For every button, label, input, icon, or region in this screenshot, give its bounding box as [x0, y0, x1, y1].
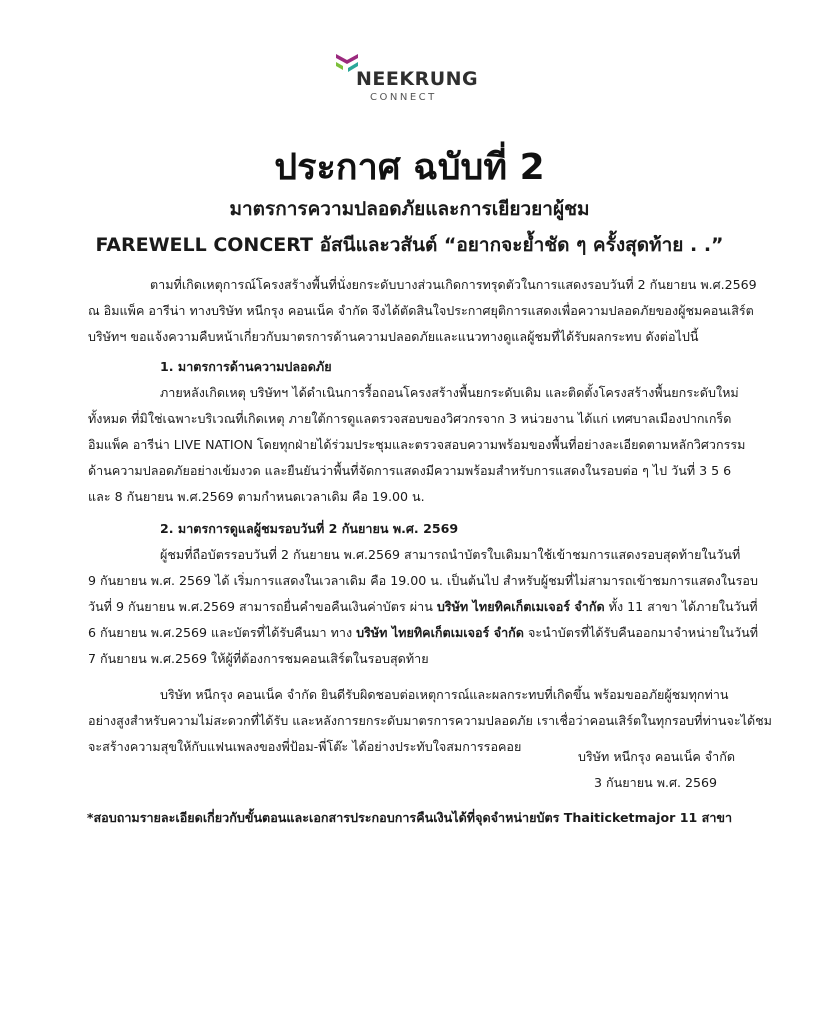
section2-line: 9 กันยายน พ.ศ. 2569 ได้ เริ่มการแสดงในเวลาเดิม คือ 19.00 น. เป็นต้นไป สำหรับผู้ชมที่ไม่สามารถเข้าชมการแสดงในรอบ — [88, 573, 758, 588]
ticket-company-name: บริษัท ไทยทิคเก็ตเมเจอร์ จำกัด — [356, 625, 524, 640]
announcement-title: ประกาศ ฉบับที่ 2 — [274, 147, 545, 188]
section1-line: และ 8 กันยายน พ.ศ.2569 ตามกำหนดเวลาเดิม คือ 19.00 น. — [88, 489, 425, 504]
section2-text: วันที่ 9 กันยายน พ.ศ.2569 สามารถยื่นคำขอคืนเงินค่าบัตร ผ่าน — [88, 599, 437, 614]
section2-text: ทั้ง 11 สาขา ได้ภายในวันที่ — [604, 599, 758, 614]
announcement-subtitle: มาตรการความปลอดภัยและการเยียวยาผู้ชม — [229, 198, 590, 220]
closing-line: บริษัท หนีกรุง คอนเน็ค จำกัด ยินดีรับผิดชอบต่อเหตุการณ์และผลกระทบที่เกิดขึ้น พร้อมขออภัยผู้ชมทุกท่าน — [160, 687, 729, 702]
section2-line — [88, 598, 758, 616]
section1-line: ด้านความปลอดภัยอย่างเข้มงวด และยืนยันว่าพื้นที่จัดการแสดงมีความพร้อมสำหรับการแสดงในรอบต่อ ๆ ไป วันที่ 3 5 6 — [88, 463, 732, 478]
section1-line: ภายหลังเกิดเหตุ บริษัทฯ ได้ดำเนินการรื้อถอนโครงสร้างพื้นยกระดับเดิม และติดตั้งโครงสร้างพื้นยกระดับใหม่ — [160, 385, 739, 400]
section2-text: 6 กันยายน พ.ศ.2569 และบัตรที่ได้รับคืนมา ทาง — [88, 625, 357, 640]
signature-company: บริษัท หนีกรุง คอนเน็ค จำกัด — [578, 749, 736, 764]
logo-sub-name: CONNECT — [370, 92, 437, 103]
section1-heading: 1. มาตรการด้านความปลอดภัย — [160, 359, 332, 374]
section2-line: ผู้ชมที่ถือบัตรรอบวันที่ 2 กันยายน พ.ศ.2569 สามารถนำบัตรใบเดิมมาใช้เข้าชมการแสดงรอบสุดท้ายในวันที่ — [160, 547, 741, 562]
intro-line: ณ อิมแพ็ค อารีน่า ทางบริษัท หนีกรุง คอนเน็ค จำกัด จึงได้ตัดสินใจประกาศยุติการแสดงเพื่อความปลอดภัยของผู้ชมคอนเสิร์ต — [88, 303, 754, 318]
section2-heading: 2. มาตรการดูแลผู้ชมรอบวันที่ 2 กันยายน พ.ศ. 2569 — [160, 521, 459, 536]
section2-line: 7 กันยายน พ.ศ.2569 ให้ผู้ที่ต้องการชมคอนเสิร์ตในรอบสุดท้าย — [88, 651, 429, 666]
closing-line: อย่างสูงสำหรับความไม่สะดวกที่ได้รับ และหลังการยกระดับมาตรการความปลอดภัย เราเชื่อว่าคอนเสิร์ตในทุกรอบที่ท่านจะได้ชม — [88, 713, 772, 728]
signature-date: 3 กันยายน พ.ศ. 2569 — [594, 775, 718, 790]
company-logo — [328, 50, 498, 110]
section1-line: อิมแพ็ค อารีน่า LIVE NATION โดยทุกฝ่ายได้ร่วมประชุมและตรวจสอบความพร้อมของพื้นที่อย่างละเอียดตามหลักวิศวกรรม — [88, 437, 746, 452]
intro-line: บริษัทฯ ขอแจ้งความคืบหน้าเกี่ยวกับมาตรการด้านความปลอดภัยและแนวทางดูแลผู้ชมที่ได้รับผลกระทบ ดังต่อไปนี้ — [88, 329, 699, 344]
ticket-company-name: บริษัท ไทยทิคเก็ตเมเจอร์ จำกัด — [436, 599, 605, 614]
closing-line: จะสร้างความสุขให้กับแฟนเพลงของพี่ป้อม-พี่โต๊ะ ได้อย่างประทับใจสมการรอคอย — [88, 739, 522, 754]
logo-brand-name: NEEKRUNG — [356, 68, 479, 90]
footnote: *สอบถามรายละเอียดเกี่ยวกับขั้นตอนและเอกสารประกอบการคืนเงินได้ที่จุดจำหน่ายบัตร Thaiticketmajor 11 สาขา — [86, 810, 733, 825]
intro-line: ตามที่เกิดเหตุการณ์โครงสร้างพื้นที่นั่งยกระดับบางส่วนเกิดการทรุดตัวในการแสดงรอบวันที่ 2 กันยายน พ.ศ.2569 — [150, 277, 757, 292]
section2-text: จะนำบัตรที่ได้รับคืนออกมาจำหน่ายในวันที่ — [523, 625, 759, 640]
section1-line: ทั้งหมด ที่มิใช่เฉพาะบริเวณที่เกิดเหตุ ภายใต้การดูแลตรวจสอบของวิศวกรจาก 3 หน่วยงาน ได้แก่ เทศบาลเมืองปากเกร็ด — [88, 411, 732, 426]
section2-line — [88, 624, 758, 642]
concert-title: FAREWELL CONCERT อัสนีและวสันต์ “อยากจะย้ำชัด ๆ ครั้งสุดท้าย . .” — [95, 234, 724, 256]
